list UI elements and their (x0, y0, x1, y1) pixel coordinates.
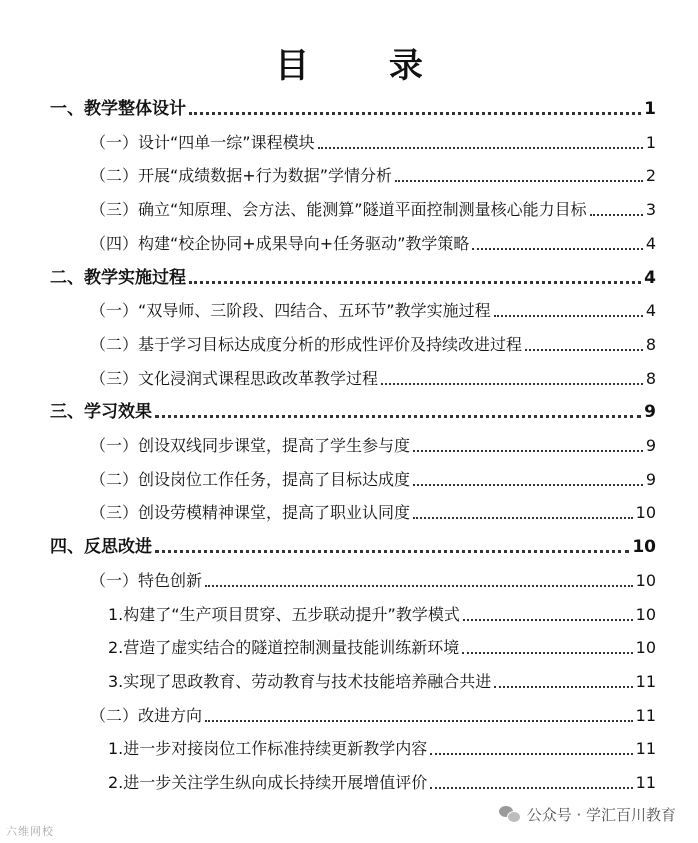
toc-page-number: 10 (635, 604, 656, 624)
toc-page-number: 11 (635, 739, 656, 759)
toc-entry-text: 二、教学实施过程 (50, 267, 186, 288)
toc-page-number: 11 (635, 705, 656, 725)
toc-entry-text: （二）开展“成绩数据+行为数据”学情分析 (90, 166, 392, 186)
toc-section-entry (50, 94, 656, 120)
toc-entry (90, 431, 656, 457)
toc-page-number: 10 (635, 570, 656, 590)
dot-leader (525, 349, 643, 351)
toc-page-number: 9 (645, 436, 656, 455)
toc-page-number: 9 (644, 402, 656, 423)
toc-page-number: 1 (644, 99, 656, 119)
toc-page-number: 1 (645, 132, 656, 152)
toc-page-number: 2 (645, 166, 656, 186)
toc-entry-text: （二）改进方向 (90, 705, 203, 725)
dot-leader (395, 180, 643, 182)
toc-entry-text: （三）文化浸润式课程思政改革教学过程 (90, 368, 379, 388)
toc-entry-text: 1.进一步对接岗位工作标准持续更新教学内容 (108, 739, 428, 759)
toc-entry (108, 734, 656, 760)
toc-section-entry (50, 532, 656, 558)
dot-leader (205, 720, 633, 722)
dot-leader (463, 619, 633, 621)
toc-entry-text: 2.营造了虚实结合的隧道控制测量技能训练新环境 (108, 638, 460, 658)
toc-page-number: 4 (645, 233, 656, 253)
toc-page-number: 4 (644, 267, 656, 288)
toc-entry (108, 600, 656, 626)
toc-entry-text: （三）创设劳模精神课堂，提高了职业认同度 (90, 503, 411, 523)
dot-leader (430, 787, 632, 789)
watermark-text: 公众号 · 学汇百川教育 (526, 806, 676, 824)
toc-page-number: 8 (645, 334, 656, 354)
dot-leader (462, 652, 632, 654)
toc-entry (90, 296, 656, 322)
toc-entry (108, 667, 656, 693)
dot-leader (189, 112, 641, 115)
toc-page-number: 10 (635, 638, 656, 658)
dot-leader (413, 450, 643, 452)
toc-page-number: 4 (645, 301, 656, 321)
toc-page-number: 9 (645, 469, 656, 489)
wechat-icon (499, 806, 521, 823)
toc-page-number: 8 (645, 368, 656, 388)
toc-entry (90, 128, 656, 154)
dot-leader (472, 248, 642, 250)
dot-leader (318, 147, 643, 149)
dot-leader (155, 550, 629, 553)
toc-entry (90, 465, 656, 491)
dot-leader (413, 517, 633, 519)
toc-page-number: 10 (632, 537, 656, 558)
toc-entry-text: （三）确立“知原理、会方法、能测算”隧道平面控制测量核心能力目标 (90, 200, 587, 220)
toc-page-number: 3 (645, 200, 656, 220)
toc-page-number: 11 (635, 773, 656, 792)
toc-entry-text: （一）“双导师、三阶段、四结合、五环节”教学实施过程 (90, 301, 491, 321)
toc-entry-text: 1.构建了“生产项目贯穿、五步联动提升”教学模式 (108, 604, 460, 624)
toc-entry (108, 633, 656, 659)
toc-entry-text: 三、学习效果 (50, 402, 152, 423)
dot-leader (205, 585, 633, 587)
toc-page-number: 10 (635, 503, 656, 523)
toc-entry-text: 一、教学整体设计 (50, 99, 186, 119)
toc-entry (90, 364, 656, 390)
toc-entry (90, 498, 656, 524)
dot-leader (189, 281, 641, 284)
toc-entry-text: 3.实现了思政教育、劳动教育与技术技能培养融合共进 (108, 671, 492, 691)
toc-entry-text: （一）设计“四单一综”课程模块 (90, 132, 315, 152)
toc-entry-text: （一）特色创新 (90, 570, 203, 590)
toc-entry-text: （二）基于学习目标达成度分析的形成性评价及持续改进过程 (90, 334, 523, 354)
toc-section-entry (50, 397, 656, 423)
toc-entry (90, 229, 656, 255)
toc-section-entry (50, 263, 656, 289)
toc-entry (90, 195, 656, 221)
dot-leader (155, 415, 641, 418)
dot-leader (430, 753, 632, 755)
dot-leader (381, 383, 643, 385)
corner-watermark: 六维网校 (6, 825, 54, 838)
toc-title: 目 录 (275, 46, 457, 86)
toc-entry-text: （二）创设岗位工作任务，提高了目标达成度 (90, 469, 411, 489)
toc-entry-text: 四、反思改进 (50, 537, 152, 558)
toc-entry-text: 2.进一步关注学生纵向成长持续开展增值评价 (108, 773, 428, 792)
toc-entry (90, 161, 656, 187)
toc-entry (90, 566, 656, 592)
toc-entry-text: （一）创设双线同步课堂，提高了学生参与度 (90, 436, 411, 455)
toc-entry (90, 701, 656, 727)
dot-leader (590, 214, 643, 216)
toc-entry-text: （四）构建“校企协同+成果导向+任务驱动”教学策略 (90, 233, 470, 253)
toc-page-number: 11 (635, 671, 656, 691)
wechat-watermark (499, 804, 676, 825)
toc-entry (108, 768, 656, 794)
dot-leader (413, 484, 643, 486)
dot-leader (494, 315, 643, 317)
toc-entry (90, 330, 656, 356)
dot-leader (494, 686, 632, 688)
